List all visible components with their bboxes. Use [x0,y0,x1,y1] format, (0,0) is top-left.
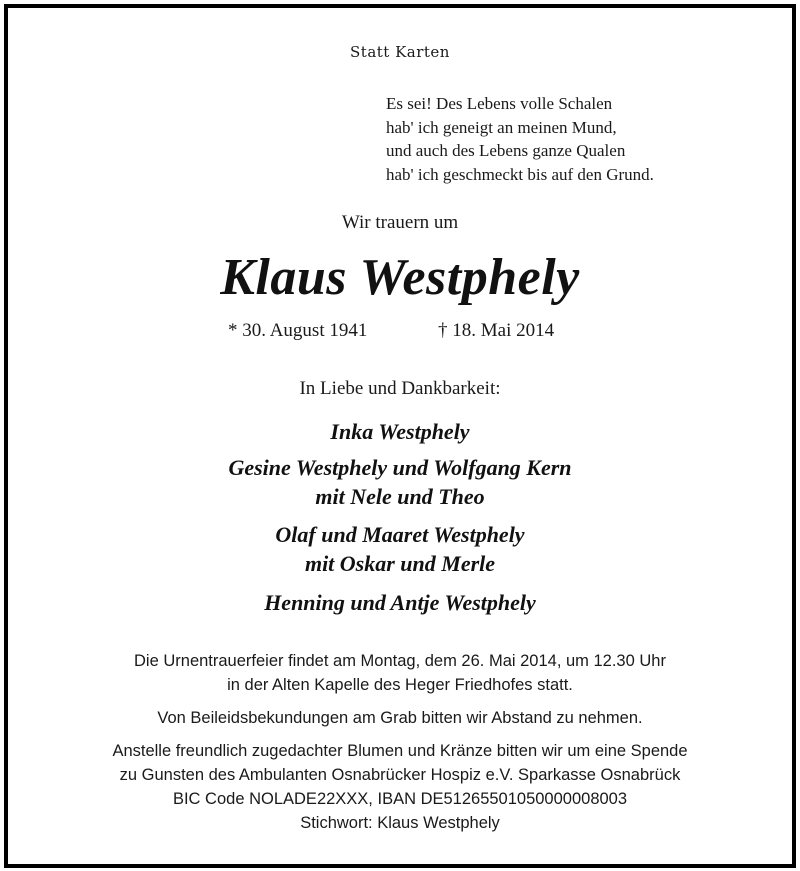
service-info-line: in der Alten Kapelle des Heger Friedhofes statt. [227,676,573,694]
donation-line: zu Gunsten des Ambulanten Osnabrücker Hospiz e.V. Sparkasse Osnabrück [119,766,681,784]
service-info-line: Die Urnentrauerfeier findet am Montag, dem 26. Mai 2014, um 12.30 Uhr [134,652,666,670]
deceased-name: Klaus Westphely [220,249,580,306]
bank-details: BIC Code NOLADE22XXX, IBAN DE51265501050000008003 [172,790,628,808]
family-member: Inka Westphely [330,419,470,444]
death-date: † 18. Mai 2014 [438,320,555,341]
family-member: mit Oskar und Merle [304,551,496,576]
family-member: Olaf und Maaret Westphely [275,522,525,547]
family-member: mit Nele und Theo [315,484,485,509]
condolence-note: Von Beileidsbekundungen am Grab bitten wir Abstand zu nehmen. [157,709,643,727]
donation-line: Anstelle freundlich zugedachter Blumen und Kränze bitten wir um eine Spende [112,742,688,760]
birth-date: * 30. August 1941 [228,320,368,341]
poem-line: und auch des Lebens ganze Qualen [386,141,626,160]
poem-line: hab' ich geschmeckt bis auf den Grund. [386,164,654,184]
mourning-intro: Wir trauern um [341,212,459,233]
family-member: Gesine Westphely und Wolfgang Kern [228,455,572,480]
statt-karten-label: Statt Karten [350,43,450,61]
donation-keyword: Stichwort: Klaus Westphely [300,814,500,832]
family-member: Henning und Antje Westphely [264,590,536,615]
poem-line: Es sei! Des Lebens volle Schalen [386,94,613,113]
poem-block [386,92,654,186]
poem-line: hab' ich geneigt an meinen Mund, [386,117,617,137]
dedication-line: In Liebe und Dankbarkeit: [299,378,501,399]
